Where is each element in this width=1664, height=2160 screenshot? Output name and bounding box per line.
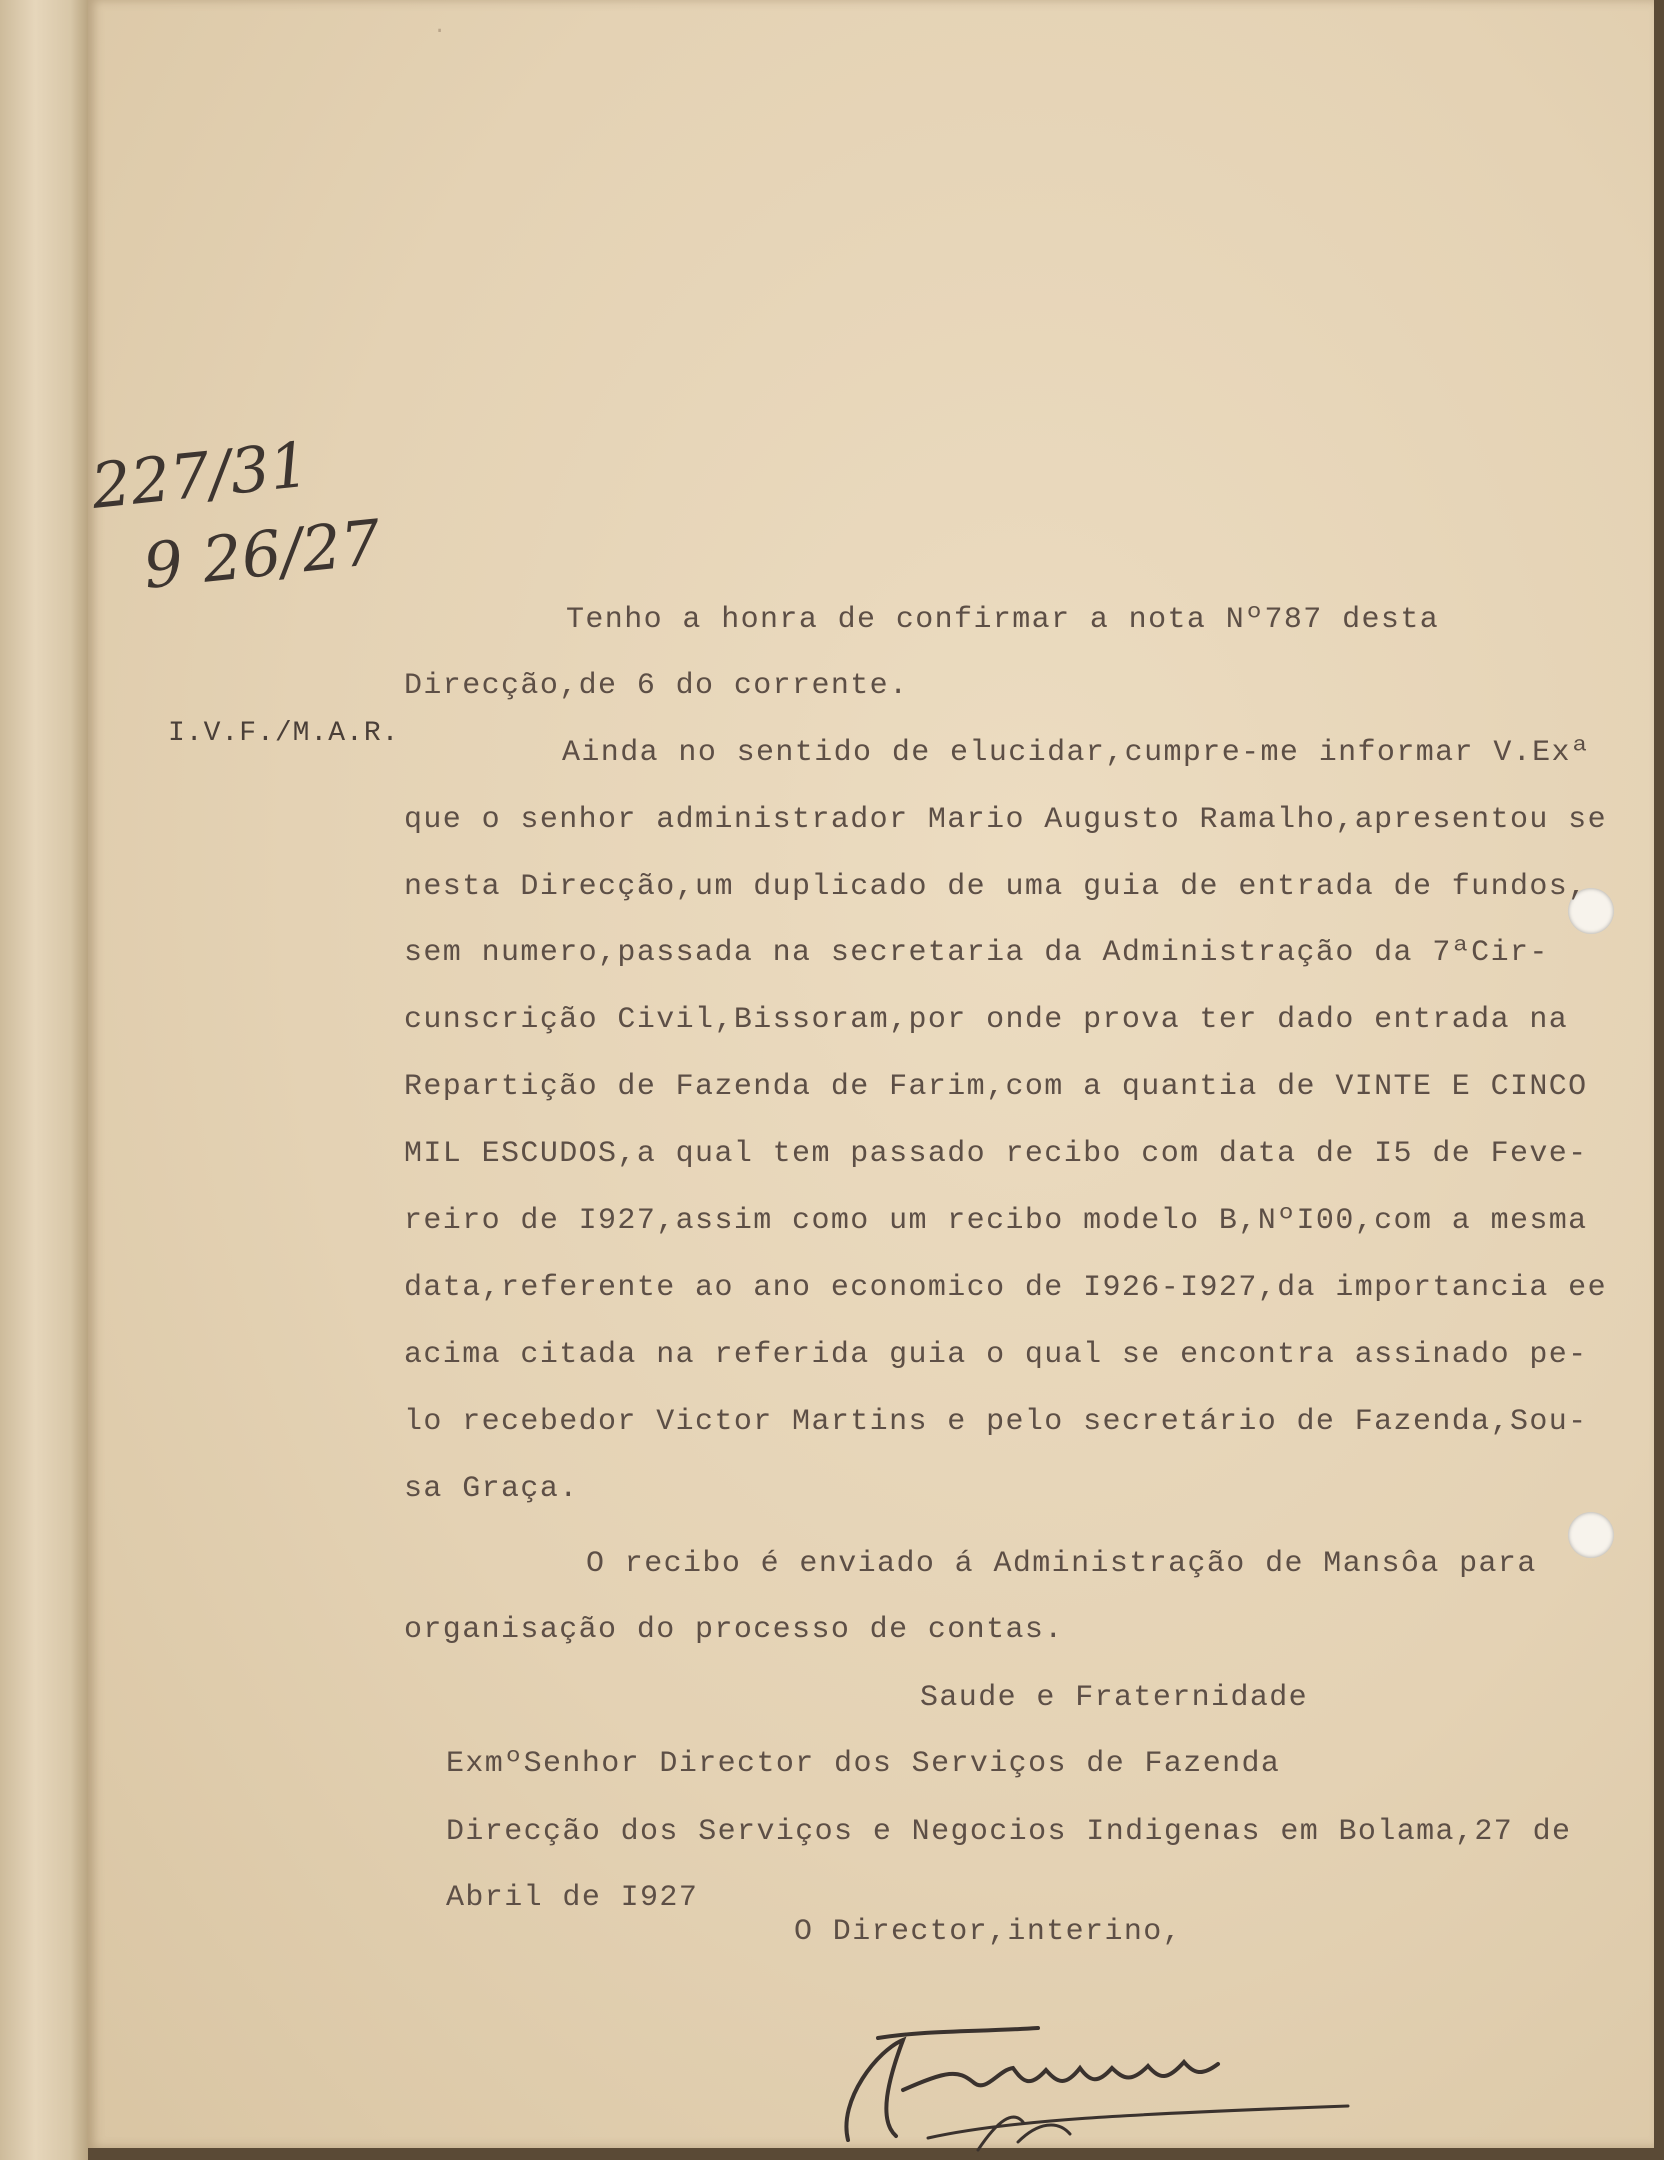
body-line-10: reiro de I927,assim como um recibo modelo B,NºI00,com a mesma	[404, 1204, 1588, 1238]
body-line-12: acima citada na referida guia o qual se encontra assinado pe-	[404, 1338, 1588, 1372]
body-line-11: data,referente ao ano economico de I926-I927,da importancia ee	[404, 1271, 1607, 1305]
body-line-4: que o senhor administrador Mario Augusto Ramalho,apresentou se	[404, 803, 1607, 837]
signatory-title: O Director,interino,	[794, 1915, 1183, 1949]
handwritten-signature	[808, 2010, 1368, 2160]
closing-salutation: Saude e Fraternidade	[920, 1681, 1309, 1715]
body-line-1: Tenho a honra de confirmar a nota Nº787 desta	[566, 603, 1440, 637]
body-line-2: Direcção,de 6 do corrente.	[404, 669, 909, 703]
body-line-13: lo recebedor Victor Martins e pelo secretário de Fazenda,Sou-	[404, 1405, 1588, 1439]
place-date-line-1: Direcção dos Serviços e Negocios Indigenas em Bolama,27 de	[446, 1815, 1572, 1849]
body-line-8: Repartição de Fazenda de Farim,com a quantia de VINTE E CINCO	[404, 1070, 1588, 1104]
body-line-6: sem numero,passada na secretaria da Administração da 7ªCir-	[404, 936, 1549, 970]
handwritten-ref-line1: 227/31	[88, 427, 313, 523]
document-page	[88, 0, 1654, 2148]
faint-header-mark: .	[433, 14, 450, 39]
body-line-5: nesta Direcção,um duplicado de uma guia de entrada de fundos,	[404, 870, 1588, 904]
body-line-16: organisação do processo de contas.	[404, 1613, 1064, 1647]
reference-code: I.V.F./M.A.R.	[168, 718, 400, 749]
handwritten-reference	[88, 420, 418, 640]
binding-edge	[0, 0, 88, 2160]
body-line-7: cunscrição Civil,Bissoram,por onde prova ter dado entrada na	[404, 1003, 1569, 1037]
body-line-14: sa Graça.	[404, 1472, 579, 1506]
body-line-15: O recibo é enviado á Administração de Mansôa para	[586, 1547, 1537, 1581]
handwritten-ref-line2: 9 26/27	[139, 505, 385, 603]
body-line-9: MIL ESCUDOS,a qual tem passado recibo com data de I5 de Feve-	[404, 1137, 1588, 1171]
place-date-line-2: Abril de I927	[446, 1881, 699, 1915]
body-line-3: Ainda no sentido de elucidar,cumpre-me informar V.Exª	[562, 736, 1591, 770]
addressee: ExmºSenhor Director dos Serviços de Fazenda	[446, 1747, 1281, 1781]
punch-hole-bottom	[1568, 1512, 1614, 1558]
